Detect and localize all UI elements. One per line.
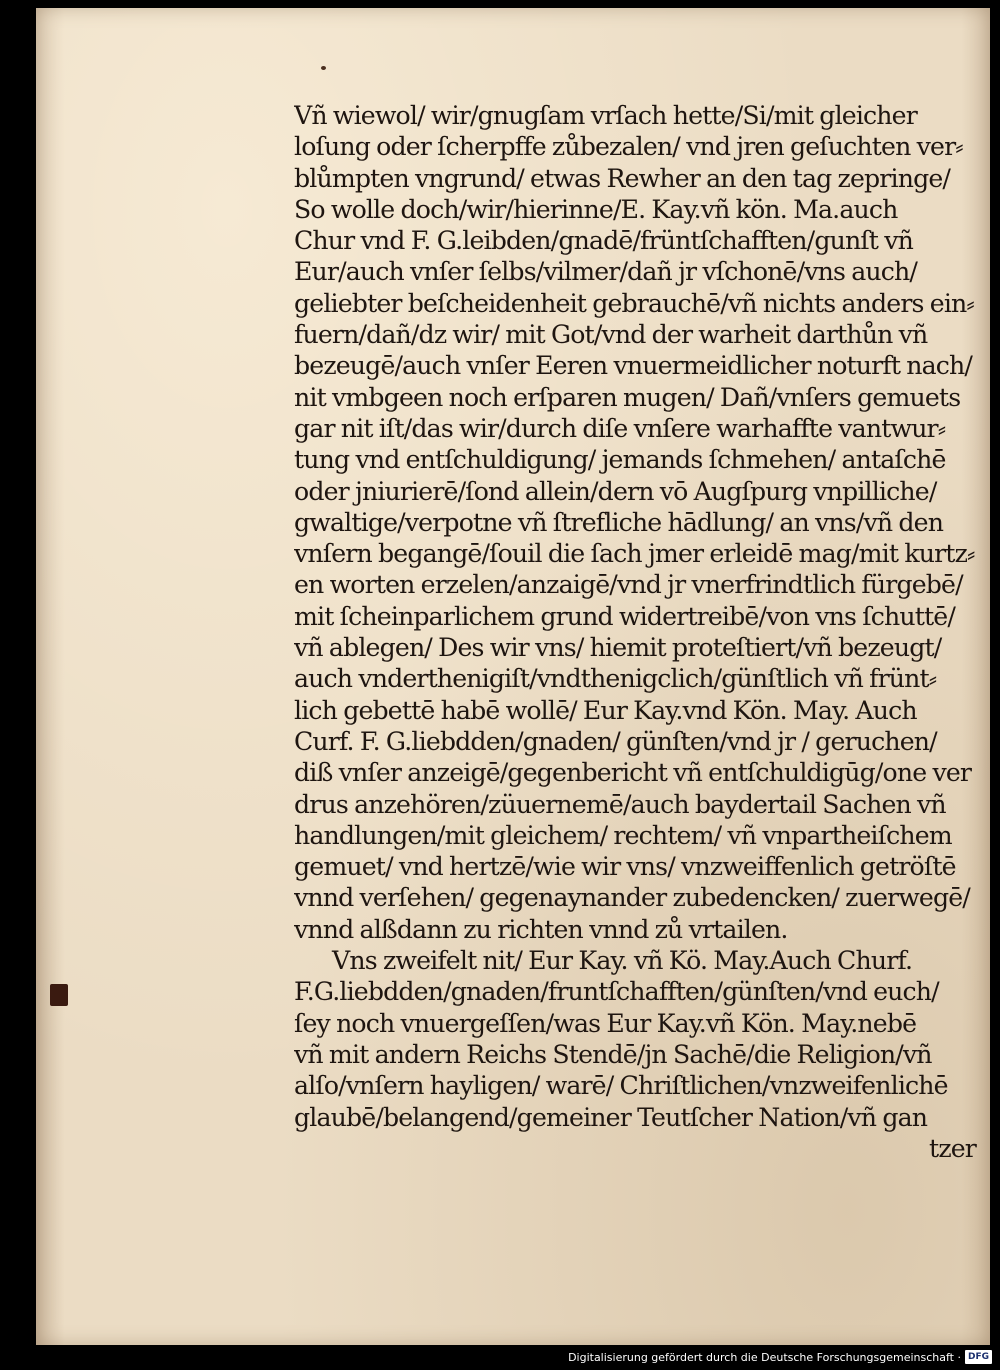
dfg-logo-icon: DFG (965, 1350, 992, 1364)
text-line: vñ mit andern Reichs Stendē/jn Sachē/die Religion/vñ (294, 1039, 932, 1069)
text-line: gar nit iſt/das wir/durch diſe vnſere warhaffte vantwur⸗ (294, 413, 946, 443)
catchword: tzer (929, 1133, 976, 1163)
text-line: Vñ wiewol/ wir/gnugſam vrſach hette/Si/mit gleicher (294, 101, 917, 130)
text-line: blůmpten vngrund/ etwas Rewher an den tag zepringe/ (294, 163, 951, 193)
text-line: mit ſcheinparlichem grund widertreibē/von vns ſchuttē/ (294, 601, 955, 631)
text-line: gemuet/ vnd hertzē/wie wir vns/ vnzweiffenlich getröſtē (294, 852, 956, 882)
text-line: diß vnſer anzeigē/gegenbericht vñ entſchuldigūg/one ver (294, 758, 972, 788)
digitization-credit (568, 1348, 992, 1366)
text-line: tung vnd entſchuldigung/ jemands ſchmehen/ antaſchē (294, 445, 946, 475)
text-line: geliebter beſcheidenheit gebrauchē/vñ nichts anders ein⸗ (294, 288, 974, 318)
text-line: nit vmbgeen noch erſparen mugen/ Dañ/vnſers gemuets (294, 382, 961, 412)
text-line: vnnd alßdann zu richten vnnd zů vrtailen. (294, 914, 788, 944)
paragraph-start-line: Vns zweifelt nit/ Eur Kay. vñ Kö. May.Auch Churf. (332, 946, 913, 976)
text-line: drus anzehören/züuernemē/auch baydertail Sachen vñ (294, 789, 946, 819)
text-line: vnſern begangē/ſouil die ſach jmer erleidē mag/mit kurtz⸗ (294, 539, 975, 569)
text-line: lich gebettē habē wollē/ Eur Kay.vnd Kön. May. Auch (294, 695, 917, 725)
text-line: Eur/auch vnſer ſelbs/vilmer/dañ jr vſchonē/vns auch/ (294, 257, 918, 287)
text-line: So wolle doch/wir/hierinne/E. Kay.vñ kön. Ma.auch (294, 194, 898, 224)
text-line: bezeugē/auch vnſer Eeren vnuermeidlicher noturft nach/ (294, 351, 973, 381)
body-text (294, 100, 984, 1164)
text-line: gwaltige/verpotne vñ ſtrefliche hādlung/ an vns/vñ den (294, 507, 944, 537)
text-line: vnnd verſehen/ gegenaynander zubedencken/ zuerwegē/ (294, 883, 970, 913)
text-line: F.G.liebdden/gnaden/fruntſchafften/günſten/vnd euch/ (294, 977, 939, 1007)
ink-speck (321, 66, 326, 70)
text-line: handlungen/mit gleichem/ rechtem/ vñ vnpartheiſchem (294, 820, 952, 850)
credit-text: Digitalisierung gefördert durch die Deutsche Forschungsgemeinschaft · (568, 1350, 961, 1364)
text-line: ſey noch vnuergeſſen/was Eur Kay.vñ Kön. May.nebē (294, 1008, 917, 1038)
text-line: fuern/dañ/dz wir/ mit Got/vnd der warheit darthůn vñ (294, 320, 928, 350)
text-line: glaubē/belangend/gemeiner Teutſcher Nation/vñ gan (294, 1102, 928, 1132)
text-line: oder jniurierē/ſond allein/dern vō Augſpurg vnpilliche/ (294, 476, 937, 506)
text-line: Curf. F. G.liebdden/gnaden/ günſten/vnd jr / geruchen/ (294, 726, 937, 756)
document-page (36, 8, 990, 1345)
text-line: en worten erzelen/anzaigē/vnd jr vnerfrindtlich fürgebē/ (294, 570, 963, 600)
text-line: auch vnderthenigiſt/vndthenigclich/günſtlich vñ frünt⸗ (294, 664, 937, 694)
text-line: alſo/vnſern hayligen/ warē/ Chriſtlichen/vnzweifenlichē (294, 1071, 948, 1101)
text-line: vñ ablegen/ Des wir vns/ hiemit proteſtiert/vñ bezeugt/ (294, 633, 942, 663)
text-line: loſung oder ſcherpffe zůbezalen/ vnd jren geſuchten ver⸗ (294, 132, 963, 162)
text-line: Chur vnd F. G.leibden/gnadē/früntſchafften/gunſt vñ (294, 226, 913, 256)
binding-mark (50, 984, 68, 1006)
